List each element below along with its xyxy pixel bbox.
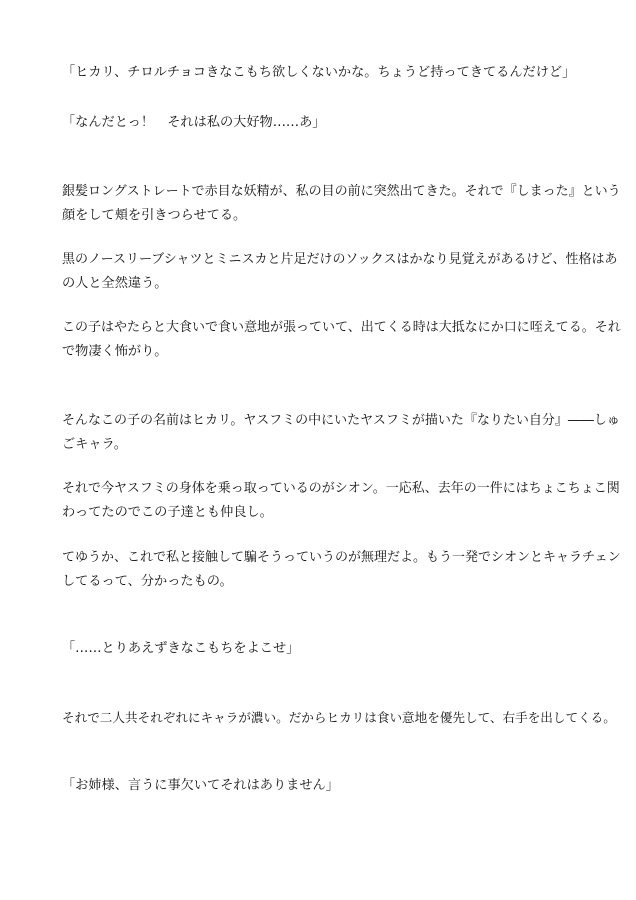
text-line: それで今ヤスフミの身体を乗っ取っているのがシオン。一応私、去年の一件にはちょこちょこ関 [62,481,620,496]
text-line: 「……とりあえずきなこもちをよこせ」 [62,641,300,656]
text-line: 銀髪ロングストレートで赤目な妖精が、私の目の前に突然出てきた。それで『しまった』という [62,184,621,199]
text-line: で物凄く怖がり。 [62,344,168,359]
text-line: てゆうか、これで私と接触して騙そうっていうのが無理だよ。もう一発でシオンとキャラチェン [62,550,621,565]
text-line: 黒のノースリーブシャツとミニスカと片足だけのソックスはかなり見覚えがあるけど、性格はあ [62,252,618,267]
text-line: この子はやたらと大食いで食い意地が張っていて、出てくる時は大抵なにか口に咥えてる。それ [62,320,621,335]
text-line: それで二人共それぞれにキャラが濃い。だからヒカリは食い意地を優先して、右手を出してくる。 [62,710,616,725]
text-line: 顔をして頬を引きつらせてる。 [62,208,247,223]
text-line: 「なんだとっ！ それは私の大好物……あ」 [62,115,326,130]
text-line: ごキャラ。 [62,437,127,452]
text-line: の人と全然違う。 [62,276,168,291]
text-line: 「お姉様、言うに事欠いてそれはありません」 [62,778,339,793]
text-line: そんなこの子の名前はヒカリ。ヤスフミの中にいたヤスフミが描いた『なりたい自分』――しゅ [62,413,620,428]
text-line: してるって、分かったもの。 [62,574,233,589]
text-line: 「ヒカリ、チロルチョコきなこもち欲しくないかな。ちょうど持ってきてるんだけど」 [62,65,576,80]
text-line: わってたのでこの子達とも仲良し。 [62,505,273,520]
